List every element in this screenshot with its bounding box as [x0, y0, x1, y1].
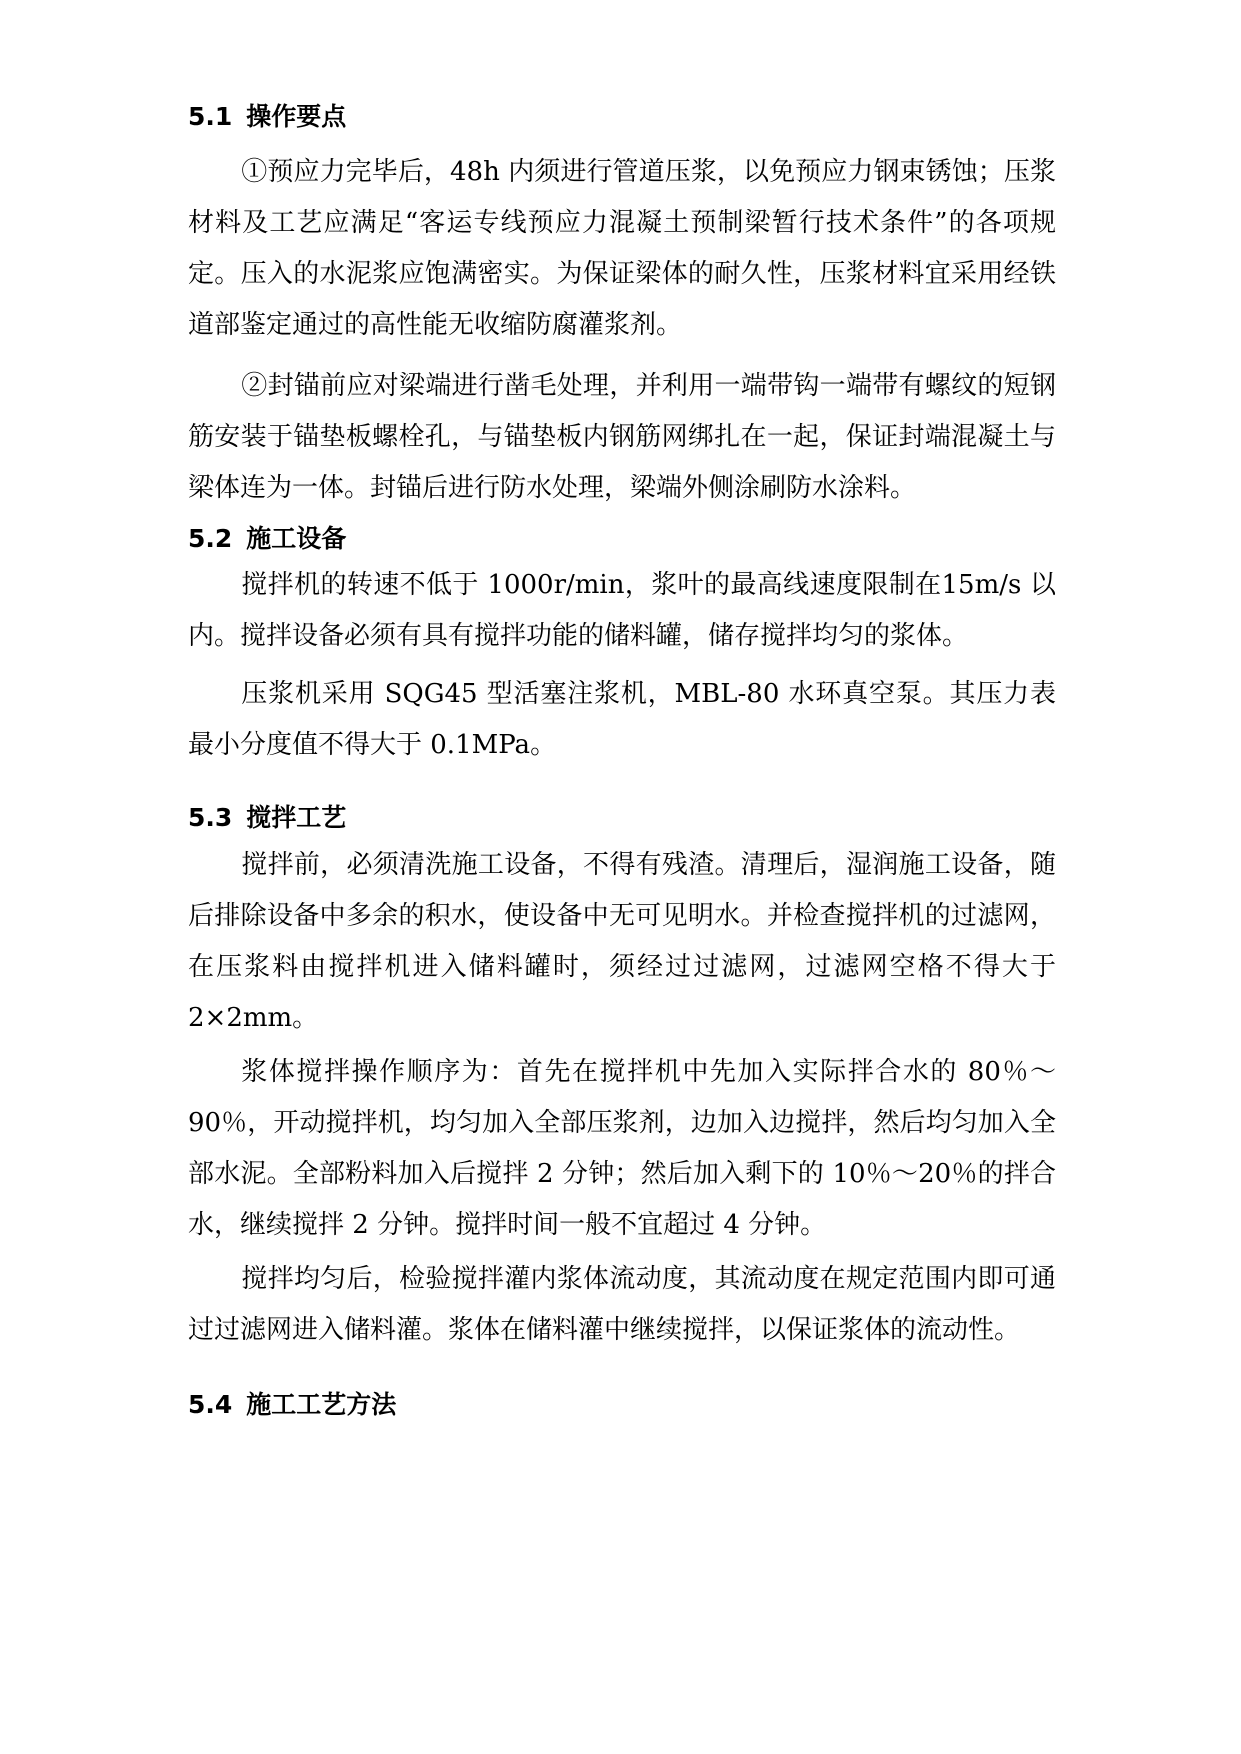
paragraph: 压浆机采用 SQG45 型活塞注浆机，MBL-80 水环真空泵。其压力表最小分度值不得大于 0.1MPa。	[188, 679, 1056, 760]
section-heading-5-1	[188, 97, 346, 137]
section-number: 5.4	[188, 1390, 233, 1419]
section-body-5-1	[188, 147, 1056, 514]
section-body-5-2	[188, 560, 1056, 771]
paragraph: ②封锚前应对梁端进行凿毛处理，并利用一端带钩一端带有螺纹的短钢筋安装于锚垫板螺栓孔，与锚垫板内钢筋网绑扎在一起，保证封端混凝土与梁体连为一体。封锚后进行防水处理，梁端外侧涂刷防水涂料。	[188, 371, 1056, 503]
paragraph: 搅拌机的转速不低于 1000r/min，浆叶的最高线速度限制在15m/s 以内。搅拌设备必须有具有搅拌功能的储料罐，储存搅拌均匀的浆体。	[188, 570, 1056, 651]
paragraph: 搅拌前，必须清洗施工设备，不得有残渣。清理后，湿润施工设备，随后排除设备中多余的积水，使设备中无可见明水。并检查搅拌机的过滤网，在压浆料由搅拌机进入储料罐时，须经过过滤网，过滤网空格不得大于 2×2mm。	[188, 850, 1056, 1033]
section-number: 5.2	[188, 524, 233, 553]
section-heading-5-4	[188, 1385, 396, 1425]
section-heading-5-3	[188, 798, 346, 838]
section-title: 施工设备	[246, 524, 347, 553]
section-number: 5.1	[188, 102, 233, 131]
section-number: 5.3	[188, 803, 233, 832]
section-title: 操作要点	[246, 102, 347, 131]
section-title: 施工工艺方法	[246, 1390, 397, 1419]
section-body-5-3	[188, 840, 1056, 1356]
section-title: 搅拌工艺	[246, 803, 347, 832]
paragraph: 浆体搅拌操作顺序为：首先在搅拌机中先加入实际拌合水的 80％～90％，开动搅拌机，均匀加入全部压浆剂，边加入边搅拌，然后均匀加入全部水泥。全部粉料加入后搅拌 2 分钟；然后加入剩下的 10％～20％的拌合水，继续搅拌 2 分钟。搅拌时间一般不宜超过 4 分钟。	[188, 1057, 1056, 1240]
paragraph: 搅拌均匀后，检验搅拌灌内浆体流动度，其流动度在规定范围内即可通过过滤网进入储料灌。浆体在储料灌中继续搅拌，以保证浆体的流动性。	[188, 1264, 1056, 1345]
paragraph: ①预应力完毕后，48h 内须进行管道压浆，以免预应力钢束锈蚀；压浆材料及工艺应满足“客运专线预应力混凝土预制梁暂行技术条件”的各项规定。压入的水泥浆应饱满密实。为保证梁体的耐久性，压浆材料宜采用经铁道部鉴定通过的高性能无收缩防腐灌浆剂。	[188, 157, 1056, 340]
section-heading-5-2	[188, 519, 346, 559]
